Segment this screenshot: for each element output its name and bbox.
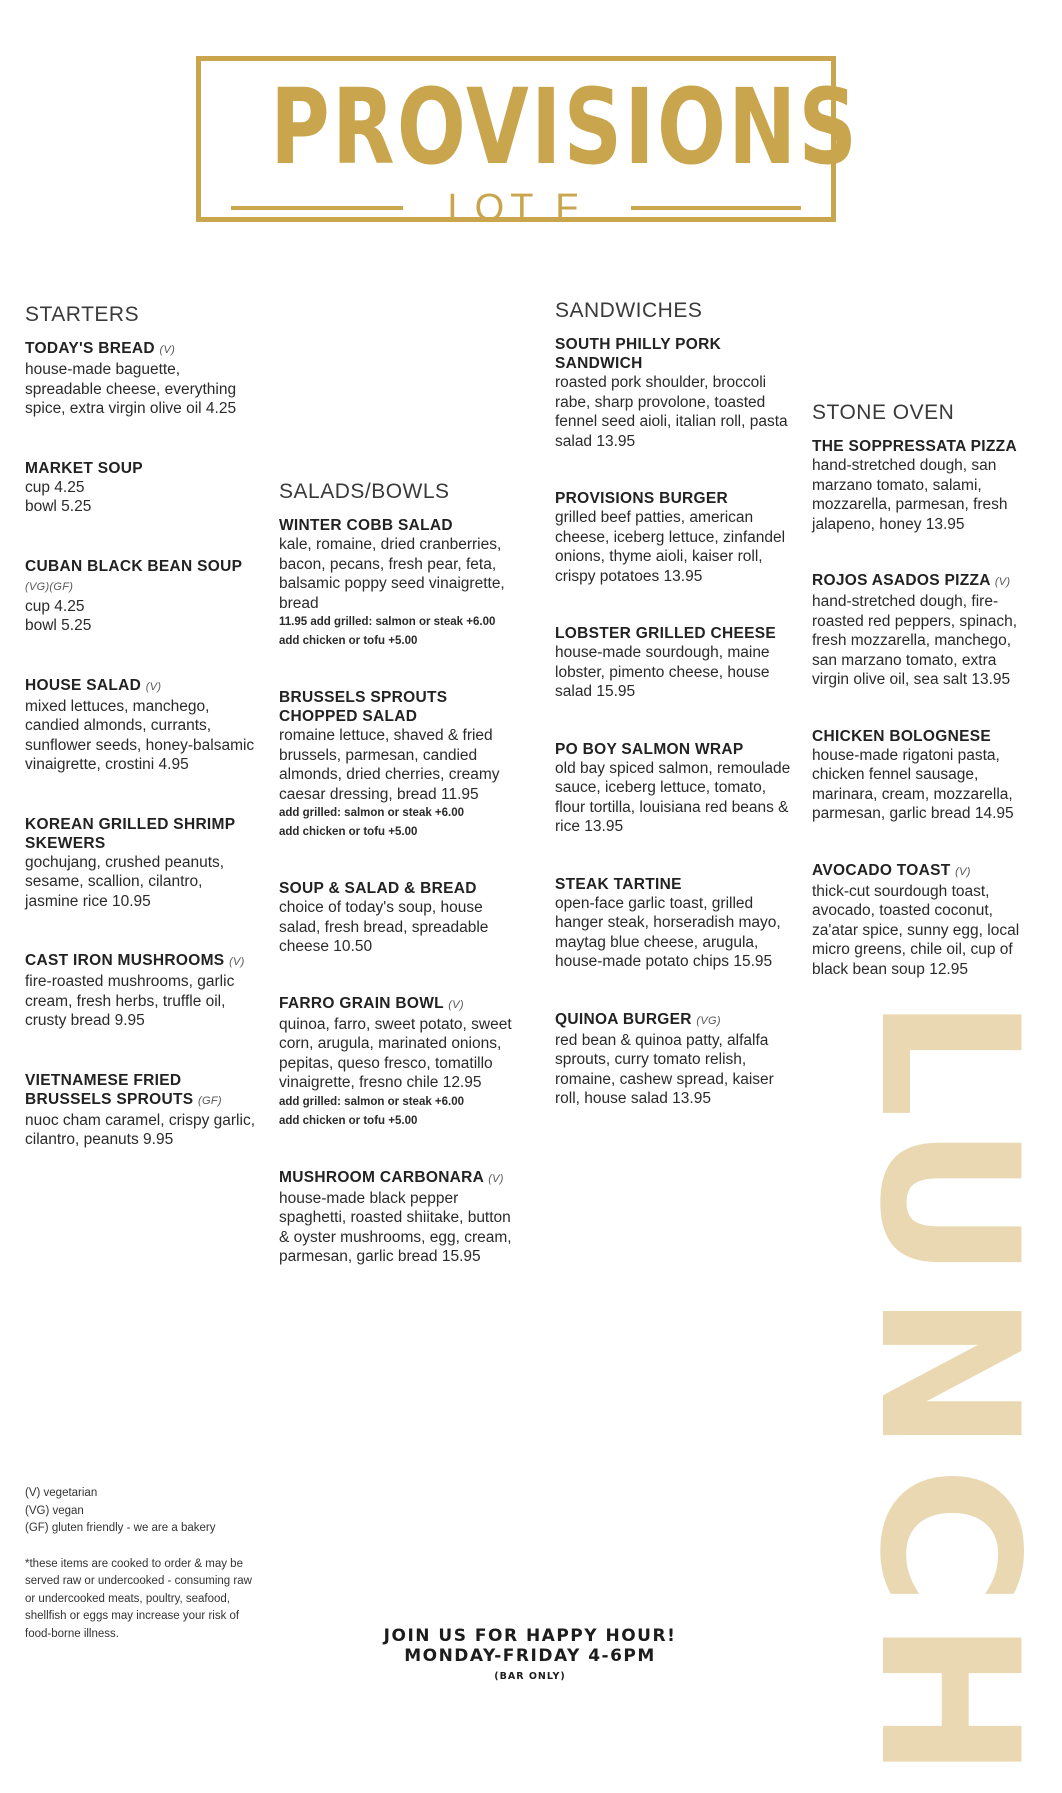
menu-item-name: [555, 740, 795, 759]
menu-item: [279, 688, 519, 842]
menu-item-description: hand-stretched dough, fire-roasted red peppers, spinach, fresh mozzarella, manchego, san marzano tomato, extra virgin olive oil, sea salt 13.95: [812, 593, 1018, 689]
menu-item: [555, 335, 795, 451]
menu-item: [279, 1168, 519, 1267]
stone-oven-list: [812, 437, 1037, 979]
menu-item-name-text: FARRO GRAIN BOWL: [279, 994, 444, 1012]
menu-item-name: [279, 879, 519, 898]
sandwiches-section: [555, 298, 795, 1109]
menu-item-name-text: HOUSE SALAD: [25, 676, 142, 694]
menu-item-name: [812, 437, 1037, 456]
menu-item-name: [279, 516, 519, 535]
menu-item: [279, 516, 519, 651]
menu-item-name-text: STEAK TARTINE: [555, 875, 682, 893]
menu-item: [25, 1071, 260, 1150]
menu-item: [25, 557, 260, 636]
menu-item: [555, 489, 795, 586]
menu-item-name: [25, 459, 260, 478]
menu-item-description: red bean & quinoa patty, alfalfa sprouts, curry tomato relish, romaine, cashew spread, kaiser roll, house salad 13.95: [555, 1031, 774, 1108]
section-title-starters: STARTERS: [25, 303, 140, 326]
menu-item-name: [25, 676, 260, 697]
menu-item-name: [555, 875, 795, 894]
menu-item: [555, 624, 795, 702]
dietary-tag: (V): [448, 998, 464, 1011]
menu-item: [279, 879, 519, 957]
menu-item-description: cup 4.25 bowl 5.25: [25, 597, 92, 635]
menu-item-name-text: MARKET SOUP: [25, 459, 143, 477]
legend-line: (V) vegetarian: [25, 1487, 98, 1499]
menu-item-description: kale, romaine, dried cranberries, bacon, pecans, fresh pear, feta, balsamic poppy seed vinaigrette, bread: [279, 536, 505, 612]
menu-item-description: roasted pork shoulder, broccoli rabe, sharp provolone, toasted fennel seed aioli, italian roll, pasta salad 13.95: [555, 374, 788, 450]
legend-disclaimer: *these items are cooked to order & may be served raw or undercooked - consuming raw or undercooked meats, poultry, seafood, shellfish or eggs may increase your risk of food-borne illness.: [25, 1557, 252, 1640]
menu-item-name: [812, 571, 1037, 592]
dietary-tag: (GF): [198, 1094, 222, 1107]
sandwiches-list: [555, 335, 795, 1109]
menu-item: [555, 740, 795, 837]
menu-item-name-text: THE SOPPRESSATA PIZZA: [812, 438, 1017, 456]
menu-item-name-text: BRUSSELS SPROUTS CHOPPED SALAD: [279, 689, 448, 726]
menu-item-name: [25, 815, 260, 853]
menu-item-name: [25, 1071, 260, 1111]
menu-item-name-text: AVOCADO TOAST: [812, 861, 951, 879]
starters-list: [25, 339, 260, 1150]
menu-item-name: [25, 339, 260, 360]
menu-item-description: house-made sourdough, maine lobster, pimento cheese, house salad 15.95: [555, 644, 770, 701]
section-title-salads: SALADS/BOWLS: [279, 480, 450, 503]
dietary-tag: (V): [145, 680, 162, 693]
menu-item-name-text: SOUP & SALAD & BREAD: [279, 880, 477, 898]
menu-item: [25, 815, 260, 912]
dietary-tag: (V): [955, 865, 971, 878]
menu-item-description: romaine lettuce, shaved & fried brussels, parmesan, candied almonds, dried cherries, creamy caesar dressing, bread 11.95: [279, 727, 500, 803]
dietary-tag: (V): [159, 344, 176, 357]
menu-item-description: old bay spiced salmon, remoulade sauce, iceberg lettuce, tomato, flour tortilla, louisiana red beans & rice 13.95: [555, 759, 791, 836]
dietary-tag: (V): [229, 956, 245, 969]
menu-item-addons: add grilled: salmon or steak +6.00 add chicken or tofu +5.00: [279, 1095, 465, 1127]
menu-item: [25, 676, 260, 775]
menu-item-name: [279, 994, 519, 1015]
menu-item-name: [812, 727, 1037, 746]
menu-item-name: [555, 335, 795, 373]
dietary-tag: (VG)(GF): [25, 580, 74, 593]
menu-item-name-text: CUBAN BLACK BEAN SOUP: [25, 557, 242, 575]
menu-item-name: [25, 951, 260, 972]
menu-item-name: [555, 624, 795, 643]
logo-subtitle: LOT F: [447, 187, 585, 229]
legend-line: (VG) vegan: [25, 1504, 84, 1517]
salads-list: [279, 516, 519, 1267]
menu-item-name: [279, 688, 519, 726]
menu-item: [25, 339, 260, 419]
menu-item-name: [555, 1010, 795, 1031]
menu-item-name-text: ROJOS ASADOS PIZZA: [812, 572, 991, 590]
menu-item-name: [555, 489, 795, 508]
menu-item: [555, 875, 795, 972]
menu-item-description: mixed lettuces, manchego, candied almonds, currants, sunflower seeds, honey-balsamic vinaigrette, crostini 4.95: [25, 697, 255, 774]
menu-item-description: house-made rigatoni pasta, chicken fennel sausage, marinara, cream, mozzarella, parmesan, garlic bread 14.95: [812, 746, 1014, 823]
menu-item-name: [279, 1168, 519, 1189]
menu-item-description: quinoa, farro, sweet potato, sweet corn, arugula, marinated onions, pepitas, queso fresco, tomatillo vinaigrette, fresno chile 12.95: [279, 1015, 512, 1092]
menu-item-name: [812, 861, 1037, 882]
menu-item-name-text: SOUTH PHILLY PORK SANDWICH: [555, 336, 722, 373]
menu-item: [25, 951, 260, 1031]
menu-item: [812, 861, 1037, 980]
menu-item-description: gochujang, crushed peanuts, sesame, scallion, cilantro, jasmine rice 10.95: [25, 853, 225, 910]
stone-oven-section: [812, 400, 1037, 979]
menu-item-description: open-face garlic toast, grilled hanger steak, horseradish mayo, maytag blue cheese, arugula, house-made potato chips 15.95: [555, 894, 781, 971]
dietary-tag: (V): [488, 1172, 504, 1185]
menu-item-name-text: VIETNAMESE FRIED BRUSSELS SPROUTS: [25, 1071, 194, 1108]
dietary-tag: (VG): [696, 1014, 721, 1027]
happy-hour-line1: JOIN US FOR HAPPY HOUR!: [383, 1626, 677, 1646]
menu-item-name-text: CHICKEN BOLOGNESE: [812, 727, 992, 745]
happy-hour-line3: (BAR ONLY): [494, 1671, 566, 1682]
menu-item: [812, 727, 1037, 824]
happy-hour-banner: [380, 1628, 680, 1682]
happy-hour-line2: MONDAY-FRIDAY 4-6PM: [404, 1646, 656, 1666]
menu-item-name-text: QUINOA BURGER: [555, 1010, 692, 1028]
menu-item-name-text: LOBSTER GRILLED CHEESE: [555, 625, 777, 643]
menu-item: [812, 437, 1037, 534]
menu-item-description: choice of today's soup, house salad, fresh bread, spreadable cheese 10.50: [279, 899, 489, 956]
menu-item-name: [25, 557, 260, 597]
menu-item-name-text: PROVISIONS BURGER: [555, 490, 729, 508]
dietary-legend: [25, 1485, 265, 1643]
menu-item-name-text: KOREAN GRILLED SHRIMP SKEWERS: [25, 815, 236, 852]
menu-item: [555, 1010, 795, 1109]
menu-item-description: house-made baguette, spreadable cheese, everything spice, extra virgin olive oil 4.25: [25, 361, 237, 418]
logo-title: PROVISIONS: [270, 66, 860, 188]
lunch-text: LUNCH: [838, 996, 1059, 1793]
legend-line: (GF) gluten friendly - we are a bakery: [25, 1522, 216, 1534]
dietary-tag: (V): [994, 576, 1011, 589]
menu-item-name-text: WINTER COBB SALAD: [279, 517, 453, 535]
section-title-stone-oven: STONE OVEN: [812, 401, 955, 424]
menu-item-addons: add grilled: salmon or steak +6.00 add chicken or tofu +5.00: [279, 807, 465, 839]
menu-item-description: cup 4.25 bowl 5.25: [25, 478, 92, 516]
menu-item: [25, 459, 260, 517]
menu-item-description: house-made black pepper spaghetti, roasted shiitake, button & oyster mushrooms, egg, cream, parmesan, garlic bread 15.95: [279, 1189, 512, 1266]
menu-item-description: fire-roasted mushrooms, garlic cream, fresh herbs, truffle oil, crusty bread 9.95: [25, 973, 235, 1030]
salads-section: [279, 479, 519, 1267]
menu-item-description: nuoc cham caramel, crispy garlic, cilantro, peanuts 9.95: [25, 1111, 255, 1149]
menu-item-name-text: TODAY'S BREAD: [25, 340, 155, 358]
menu-item: [812, 571, 1037, 690]
menu-item-addons: 11.95 add grilled: salmon or steak +6.00 add chicken or tofu +5.00: [279, 616, 496, 648]
menu-item-description: hand-stretched dough, san marzano tomato, salami, mozzarella, parmesan, fresh jalapeno, honey 13.95: [812, 457, 1008, 533]
section-title-sandwiches: SANDWICHES: [555, 299, 703, 322]
menu-item-description: thick-cut sourdough toast, avocado, toasted coconut, za'atar spice, sunny egg, local micro greens, chile oil, cup of black bean soup 12.95: [812, 882, 1020, 978]
menu-item-name-text: MUSHROOM CARBONARA: [279, 1168, 484, 1186]
menu-item: [279, 994, 519, 1131]
menu-item-name-text: PO BOY SALMON WRAP: [555, 740, 744, 758]
logo-rule-right: [631, 206, 801, 210]
menu-item-name-text: CAST IRON MUSHROOMS: [25, 952, 225, 970]
logo: [196, 56, 860, 229]
lunch-side-label: [838, 996, 1059, 1793]
menu-item-description: grilled beef patties, american cheese, iceberg lettuce, zinfandel onions, thyme aioli, kaiser roll, crispy potatoes 13.95: [555, 509, 786, 585]
starters-section: [25, 302, 260, 1150]
